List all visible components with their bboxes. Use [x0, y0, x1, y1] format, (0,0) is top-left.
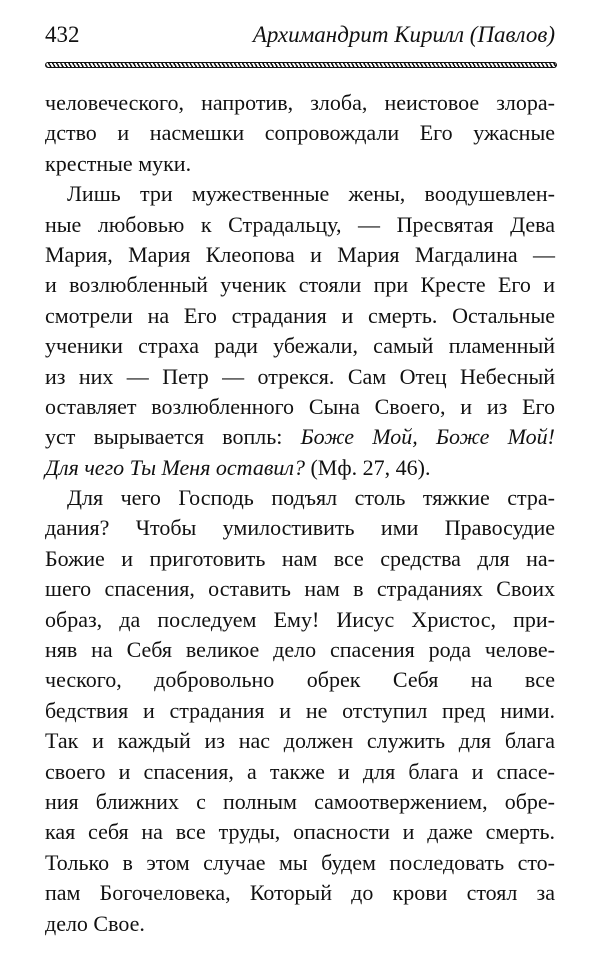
text-segment: Для чего Господь подъял столь тяжкие стра- [67, 485, 555, 511]
running-head: Архимандрит Кирилл (Павлов) [252, 22, 555, 47]
text-segment: дело Свое. [45, 910, 145, 936]
text-segment: уст вырывается вопль: [45, 424, 301, 450]
text-segment: Лишь три мужественные жены, воодушевлен- [67, 181, 555, 207]
body-text [45, 88, 555, 939]
text-segment: Так и каждый из нас должен служить для блага [45, 728, 555, 754]
text-segment: оставляет возлюбленного Сына Своего, и из Его [45, 393, 555, 419]
text-line [45, 179, 555, 209]
text-segment: (Мф. 27, 46). [304, 454, 431, 480]
text-line [45, 88, 555, 118]
text-segment: бедствия и страдания и не отступил пред ними. [45, 697, 555, 723]
text-line [45, 331, 555, 361]
text-line [45, 210, 555, 240]
text-line [45, 422, 555, 452]
text-line [45, 544, 555, 574]
text-line [45, 635, 555, 665]
text-line [45, 270, 555, 300]
text-segment: Божие и приготовить нам все средства для на- [45, 545, 555, 571]
text-line [45, 757, 555, 787]
text-line [45, 605, 555, 635]
text-line [45, 817, 555, 847]
text-line [45, 453, 555, 483]
text-line [45, 149, 555, 179]
text-line [45, 513, 555, 543]
text-segment: ческого, добровольно обрек Себя на все [45, 667, 555, 693]
text-segment: няв на Себя великое дело спасения рода челове- [45, 637, 555, 663]
text-segment: своего и спасения, а также и для блага и спасе- [45, 758, 555, 784]
text-line [45, 362, 555, 392]
text-segment: дство и насмешки сопровождали Его ужасные [45, 120, 555, 146]
text-segment: образ, да последуем Ему! Иисус Христос, при- [45, 606, 555, 632]
text-segment: Мария, Мария Клеопова и Мария Магдалина — [45, 241, 555, 267]
page-number: 432 [45, 22, 80, 47]
text-line [45, 696, 555, 726]
text-segment: Только в этом случае мы будем последовать сто- [45, 849, 555, 875]
text-line [45, 909, 555, 939]
text-line [45, 848, 555, 878]
text-segment: кая себя на все труды, опасности и даже смерть. [45, 819, 555, 845]
rope-divider [45, 62, 557, 68]
text-segment: ученики страха ради убежали, самый пламенный [45, 333, 555, 359]
text-segment: ные любовью к Страдальцу, — Пресвятая Дева [45, 211, 555, 237]
text-line [45, 665, 555, 695]
text-segment: ния ближних с полным самоотвержением, обре- [45, 788, 555, 814]
text-line [45, 574, 555, 604]
italic-quote: Боже Мой, Боже Мой! [300, 424, 556, 450]
text-segment: пам Богочеловека, Который до крови стоял за [45, 880, 555, 906]
text-line [45, 240, 555, 270]
italic-quote: Для чего Ты Меня оставил? [45, 454, 305, 480]
page-header [45, 22, 555, 56]
text-segment: человеческого, напротив, злоба, неистовое злора- [45, 90, 555, 115]
text-segment: дания? Чтобы умилостивить ими Правосудие [45, 515, 555, 541]
text-line [45, 726, 555, 756]
text-line [45, 483, 555, 513]
text-line [45, 878, 555, 908]
text-line [45, 118, 555, 148]
text-segment: шего спасения, оставить нам в страданиях Своих [45, 576, 555, 602]
text-segment: и возлюбленный ученик стояли при Кресте Его и [45, 272, 555, 298]
text-segment: из них — Петр — отрекся. Сам Отец Небесный [45, 363, 555, 389]
text-line [45, 392, 555, 422]
text-line [45, 787, 555, 817]
text-segment: смотрели на Его страдания и смерть. Остальные [45, 302, 555, 328]
text-line [45, 301, 555, 331]
text-segment: крестные муки. [45, 150, 192, 176]
